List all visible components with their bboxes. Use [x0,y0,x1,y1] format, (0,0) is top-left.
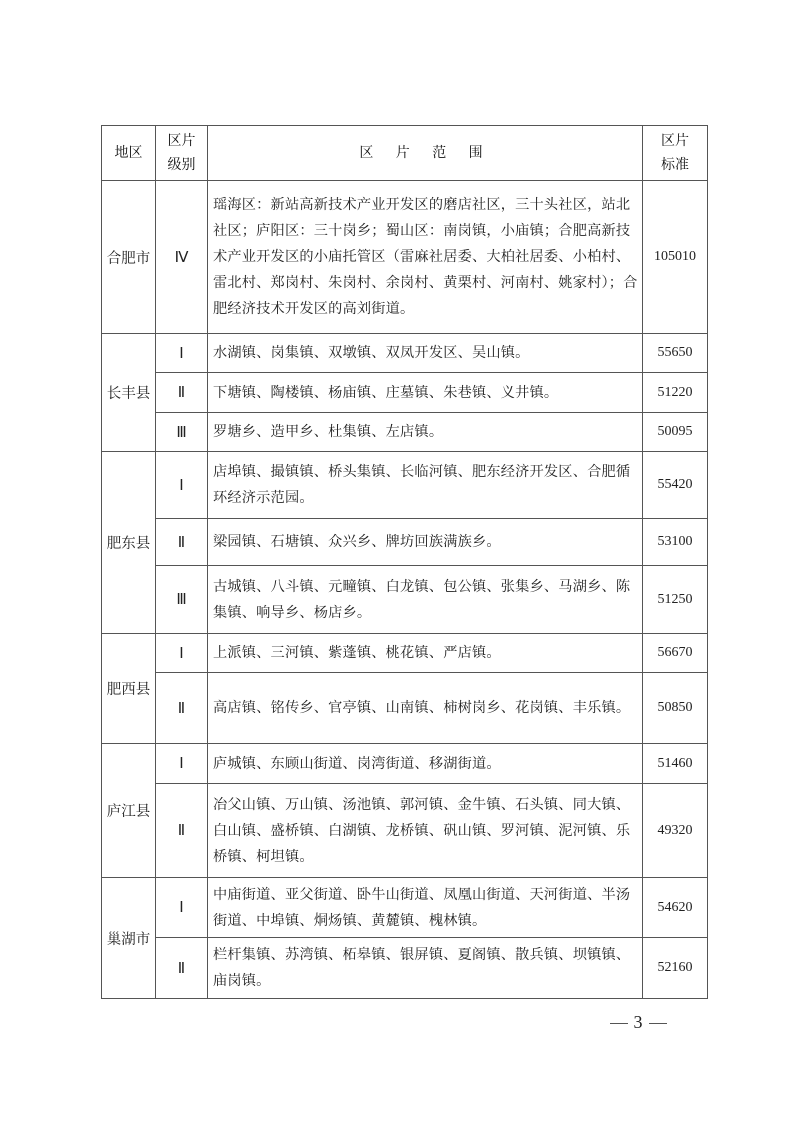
level-cell: Ⅲ [156,566,208,634]
table-row [102,634,708,673]
table-row [102,181,708,334]
level-cell: Ⅳ [156,181,208,334]
region-cell: 长丰县 [102,334,156,452]
scope-cell: 栏杆集镇、苏湾镇、柘皋镇、银屏镇、夏阁镇、散兵镇、坝镇镇、庙岗镇。 [208,938,643,999]
level-cell: Ⅱ [156,373,208,413]
scope-cell: 梁园镇、石塘镇、众兴乡、牌坊回族满族乡。 [208,519,643,566]
region-cell: 巢湖市 [102,878,156,999]
table-row [102,334,708,373]
standard-cell: 51220 [643,373,708,413]
standard-cell: 105010 [643,181,708,334]
header-standard [643,126,708,181]
scope-cell: 罗塘乡、造甲乡、杜集镇、左店镇。 [208,413,643,452]
level-cell: Ⅲ [156,413,208,452]
table-row [102,938,708,999]
land-compensation-table [101,125,708,999]
table-row [102,878,708,938]
header-standard-line1: 区片 [661,133,689,149]
scope-cell: 中庙街道、亚父街道、卧牛山街道、凤凰山街道、天河街道、半汤街道、中埠镇、烔炀镇、黄麓镇、槐林镇。 [208,878,643,938]
level-cell: Ⅰ [156,878,208,938]
standard-cell: 50850 [643,673,708,744]
header-region: 地区 [102,126,156,181]
table-header-row [102,126,708,181]
standard-cell: 56670 [643,634,708,673]
table-row [102,519,708,566]
header-level-line1: 区片 [167,133,196,149]
region-cell: 合肥市 [102,181,156,334]
standard-cell: 54620 [643,878,708,938]
region-cell: 肥西县 [102,634,156,744]
scope-cell: 水湖镇、岗集镇、双墩镇、双凤开发区、吴山镇。 [208,334,643,373]
standard-cell: 51460 [643,744,708,784]
table-row [102,673,708,744]
page-number [598,1012,678,1033]
scope-cell: 古城镇、八斗镇、元疃镇、白龙镇、包公镇、张集乡、马湖乡、陈集镇、响导乡、杨店乡。 [208,566,643,634]
scope-cell: 冶父山镇、万山镇、汤池镇、郭河镇、金牛镇、石头镇、同大镇、白山镇、盛桥镇、白湖镇、龙桥镇、矾山镇、罗河镇、泥河镇、乐桥镇、柯坦镇。 [208,784,643,878]
table-row [102,784,708,878]
scope-cell: 下塘镇、陶楼镇、杨庙镇、庄墓镇、朱巷镇、义井镇。 [208,373,643,413]
region-cell: 肥东县 [102,452,156,634]
standard-cell: 49320 [643,784,708,878]
standard-cell: 53100 [643,519,708,566]
table-row [102,744,708,784]
scope-cell: 高店镇、铭传乡、官亭镇、山南镇、柿树岗乡、花岗镇、丰乐镇。 [208,673,643,744]
header-level [156,126,208,181]
table-row [102,373,708,413]
standard-cell: 50095 [643,413,708,452]
region-cell: 庐江县 [102,744,156,878]
standard-cell: 52160 [643,938,708,999]
scope-cell: 瑶海区：新站高新技术产业开发区的磨店社区，三十头社区，站北社区；庐阳区：三十岗乡；蜀山区：南岗镇，小庙镇；合肥高新技术产业开发区的小庙托管区（雷麻社居委、大柏社居委、小柏村、雷北村、郑岗村、朱岗村、余岗村、黄栗村、河南村、姚家村）；合肥经济技术开发区的高刘街道。 [208,181,643,334]
level-cell: Ⅱ [156,938,208,999]
standard-cell: 51250 [643,566,708,634]
scope-cell: 上派镇、三河镇、紫蓬镇、桃花镇、严店镇。 [208,634,643,673]
page-number-value: 3 [633,1012,643,1032]
scope-cell: 店埠镇、撮镇镇、桥头集镇、长临河镇、肥东经济开发区、合肥循环经济示范园。 [208,452,643,519]
level-cell: Ⅰ [156,634,208,673]
header-scope: 区 片 范 围 [208,126,643,181]
level-cell: Ⅱ [156,784,208,878]
header-level-line2: 级别 [167,157,196,173]
level-cell: Ⅱ [156,673,208,744]
table-row [102,566,708,634]
dash-right [649,1023,667,1024]
standard-cell: 55650 [643,334,708,373]
level-cell: Ⅰ [156,452,208,519]
level-cell: Ⅱ [156,519,208,566]
scope-cell: 庐城镇、东顾山街道、岗湾街道、移湖街道。 [208,744,643,784]
table-row [102,413,708,452]
dash-left [610,1023,628,1024]
standard-cell: 55420 [643,452,708,519]
level-cell: Ⅰ [156,334,208,373]
header-standard-line2: 标准 [661,157,689,173]
level-cell: Ⅰ [156,744,208,784]
table-row [102,452,708,519]
